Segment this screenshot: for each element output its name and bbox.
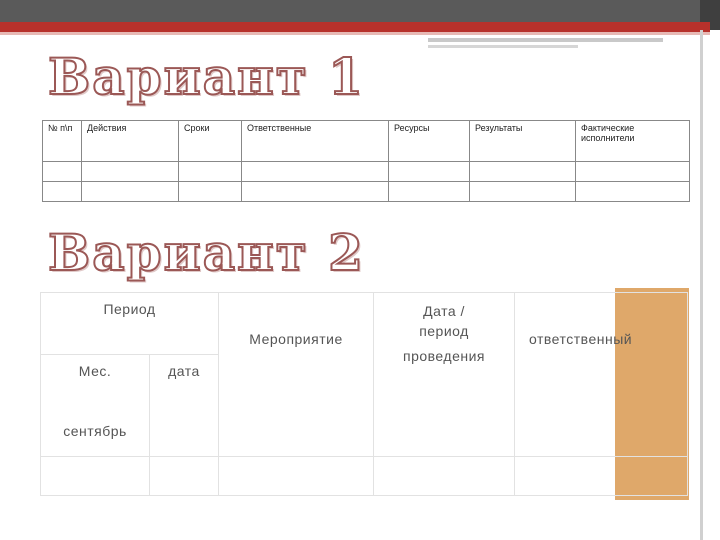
col-number: № п\п [43,121,82,162]
decor-line [428,38,663,42]
table-cell[interactable] [179,182,242,202]
table-row [43,162,690,182]
top-bar-red [0,22,710,32]
col-actions: Действия [82,121,179,162]
held-label: проведения [403,348,485,364]
month-cell [41,355,150,457]
event-header [219,293,374,457]
event-label: Мероприятие [249,331,343,347]
date-period-line2: период [419,323,469,339]
table-cell[interactable] [150,457,219,496]
table-cell[interactable] [515,457,688,496]
period-header [41,293,219,355]
col-responsible: Ответственные [242,121,389,162]
date-label: дата [168,363,200,379]
table-header-row [43,121,690,162]
table-cell[interactable] [576,162,690,182]
decor-line [428,45,578,48]
table-cell[interactable] [82,162,179,182]
date-period-line1: Дата / [423,303,465,319]
col-deadlines: Сроки [179,121,242,162]
table-cell[interactable] [41,457,150,496]
variant1-title: Вариант 1 [48,47,365,106]
right-edge-line [700,30,703,540]
responsible-header [515,293,688,457]
table-cell[interactable] [242,182,389,202]
table-cell[interactable] [43,162,82,182]
table-cell[interactable] [82,182,179,202]
table-row [43,182,690,202]
month-label: Мес. [78,363,112,379]
col-results: Результаты [470,121,576,162]
variant2-title: Вариант 2 [48,223,365,282]
variant2-table [40,292,688,496]
top-bar-shadow [0,32,710,35]
table-cell[interactable] [576,182,690,202]
table-cell[interactable] [43,182,82,202]
table-row [41,293,688,355]
period-label: Период [103,301,156,317]
table-row [41,457,688,496]
table-cell[interactable] [219,457,374,496]
september-label: сентябрь [63,423,127,439]
col-resources: Ресурсы [389,121,470,162]
col-actual-executors: Фактические исполнители [576,121,690,162]
responsible-label: ответственный [529,331,633,347]
variant1-table [42,120,690,202]
table-cell[interactable] [389,182,470,202]
table-cell[interactable] [470,182,576,202]
table-cell[interactable] [242,162,389,182]
date-period-header [374,293,515,457]
table-cell[interactable] [470,162,576,182]
table-cell[interactable] [179,162,242,182]
date-cell [150,355,219,457]
table-cell[interactable] [389,162,470,182]
table-cell[interactable] [374,457,515,496]
top-bar-dark [0,0,710,22]
